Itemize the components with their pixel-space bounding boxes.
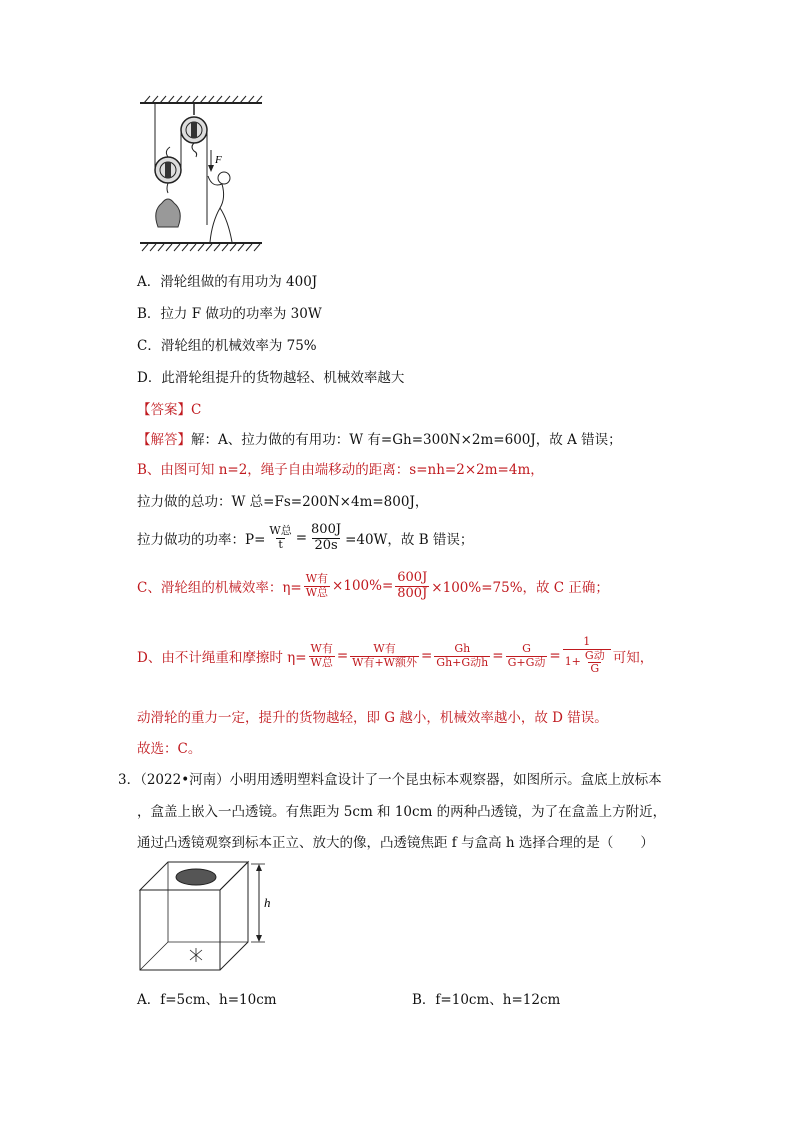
line6-prefix: D、由不计绳重和摩擦时 η=	[137, 650, 307, 666]
frac-den: W有+W额外	[352, 655, 417, 669]
height-label: h	[264, 895, 271, 910]
frac-num: W有	[310, 641, 333, 655]
q3-line-1: 3．（2022•河南）小明用透明塑料盒设计了一个昆虫标本观察器，如图所示。盒底上放标本	[118, 772, 662, 788]
fraction-2	[350, 643, 419, 669]
equals: =	[420, 648, 433, 664]
frac-num: W有	[305, 571, 329, 585]
box-figure	[138, 860, 278, 975]
option-c: C．滑轮组的机械效率为 75%	[137, 338, 317, 354]
line5-mid: ×100%=	[332, 578, 394, 594]
analysis-line-6	[137, 626, 653, 686]
answer-line	[137, 398, 201, 418]
frac-num: G	[522, 641, 531, 655]
equals: =	[295, 530, 308, 546]
answer-tag: 【答案】	[137, 402, 191, 418]
option-d: D．此滑轮组提升的货物越轻、机械效率越大	[137, 370, 405, 386]
frac-num: G动	[584, 648, 605, 662]
nested-fraction	[583, 650, 607, 676]
fraction-5	[563, 636, 611, 676]
frac-den: W总	[310, 655, 333, 669]
line4-prefix: 拉力做功的功率：P=	[137, 532, 266, 548]
frac-den: 800J	[397, 585, 428, 601]
option-a: A．滑轮组做的有用功为 400J	[137, 274, 318, 290]
line5-prefix: C、滑轮组的机械效率：η=	[137, 580, 302, 596]
analysis-line-4	[137, 520, 473, 556]
pulley-figure	[138, 95, 268, 255]
frac-num: Gh	[454, 641, 471, 655]
frac-num: W有	[373, 641, 396, 655]
frac-num: 600J	[397, 569, 428, 585]
answer-value: C	[191, 402, 202, 418]
frac-num: 1	[583, 635, 591, 649]
fraction-3	[434, 643, 490, 669]
frac-den: W总	[305, 585, 329, 599]
frac-num: W总	[269, 523, 292, 537]
frac-den-one-plus: 1+	[564, 655, 581, 669]
fraction-value	[395, 571, 429, 602]
analysis-line-1	[137, 428, 622, 448]
frac-num: 800J	[311, 521, 342, 537]
line6-suffix: 可知，	[612, 650, 654, 666]
equals: =	[549, 648, 561, 664]
line5-suffix: ×100%=75%，故 C 正确；	[431, 580, 609, 596]
analysis-tag: 【解答】	[137, 432, 191, 448]
frac-den: G	[590, 662, 600, 676]
q3-line-3: 通过凸透镜观察到标本正立、放大的像，凸透镜焦距 f 与盒高 h 选择合理的是（ ）	[137, 835, 654, 851]
equals: =	[336, 648, 349, 664]
frac-den: 20s	[314, 537, 338, 553]
q3-line-2: ，盒盖上嵌入一凸透镜。有焦距为 5cm 和 10cm 的两种凸透镜，为了在盒盖上方附近，	[137, 804, 667, 820]
frac-den: G+G动	[507, 655, 546, 669]
frac-den	[563, 649, 611, 676]
line4-suffix: =40W，故 B 错误；	[345, 532, 474, 548]
analysis-line-5	[137, 567, 609, 605]
analysis-line-8: 故选：C。	[137, 741, 202, 757]
frac-den: t	[278, 537, 283, 551]
analysis-line-3: 拉力做的总功：W 总=Fs=200N×4m=800J，	[137, 494, 429, 510]
fraction-1	[309, 643, 335, 669]
fraction-efficiency	[304, 573, 330, 599]
option-b: B．拉力 F 做功的功率为 30W	[137, 306, 322, 322]
analysis-line-2: B、由图可知 n=2，绳子自由端移动的距离：s=nh=2×2m=4m，	[137, 462, 544, 478]
fraction-value	[309, 523, 343, 554]
force-label: F	[215, 154, 222, 166]
equals: =	[492, 648, 504, 664]
fraction-power	[267, 525, 293, 551]
frac-den: Gh+G动h	[436, 655, 489, 669]
q3-option-b: B．f=10cm、h=12cm	[412, 992, 561, 1008]
analysis-text-1: 解：A、拉力做的有用功：W 有=Gh=300N×2m=600J，故 A 错误；	[191, 432, 622, 448]
fraction-4	[506, 643, 548, 669]
analysis-line-7: 动滑轮的重力一定，提升的货物越轻，即 G 越小，机械效率越小，故 D 错误。	[137, 710, 608, 726]
q3-option-a: A．f=5cm、h=10cm	[137, 992, 277, 1008]
